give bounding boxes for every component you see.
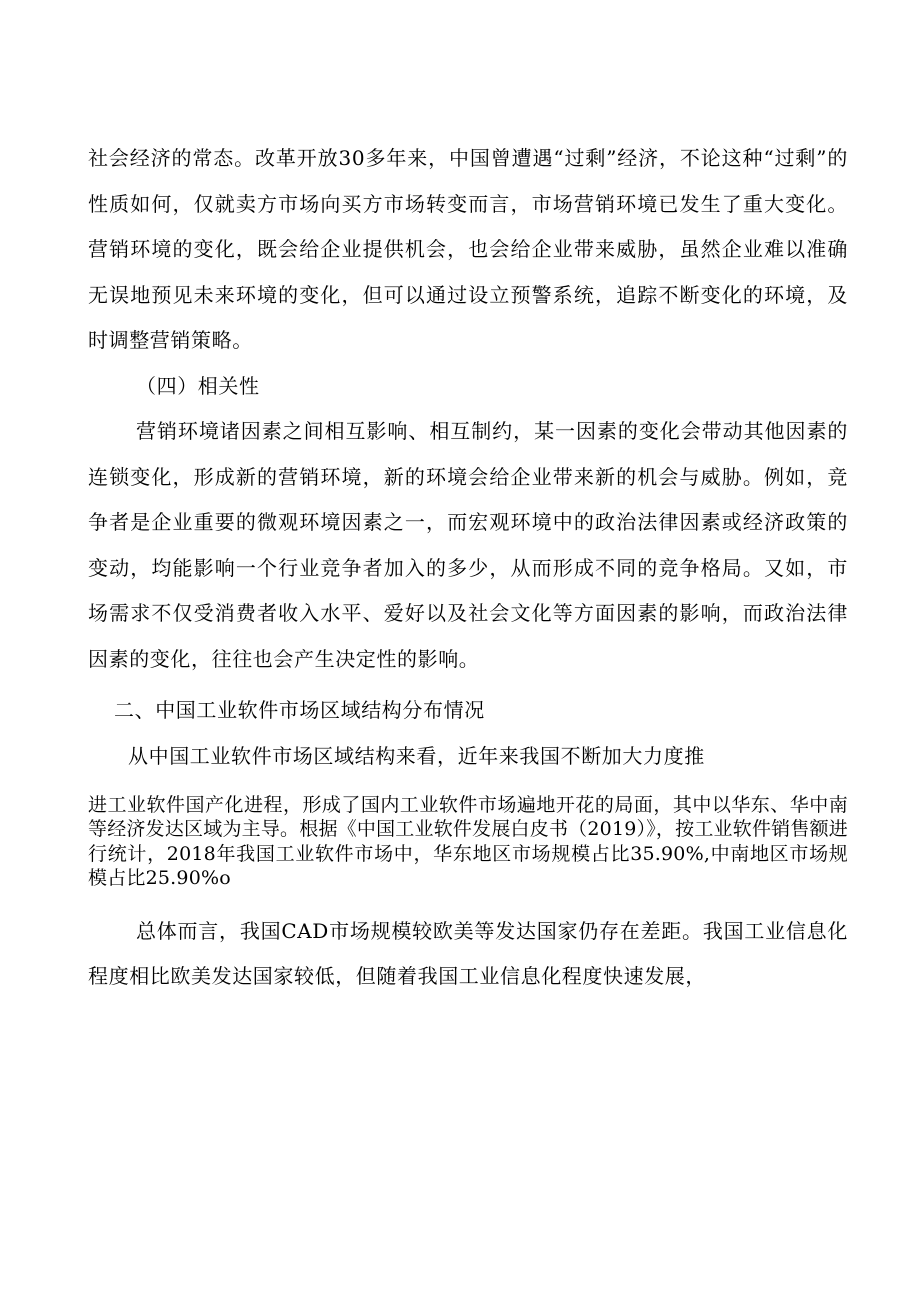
paragraph-regional-lead-line: 从中国工业软件市场区域结构来看，近年来我国不断加大力度推	[128, 743, 705, 768]
paragraph-cad-market: 总体而言，我国CAD市场规模较欧美等发达国家仍存在差距。我国工业信息化程度相比欧美发达国家较低，但随着我国工业信息化程度快速发展，	[88, 918, 848, 988]
section-heading-regional-structure: 二、中国工业软件市场区域结构分布情况	[114, 698, 485, 722]
paragraph-market-environment-change: 社会经济的常态。改革开放30多年来，中国曾遭遇“过剩”经济，不论这种“过剩”的性质如何，仅就卖方市场向买方市场转变而言，市场营销环境已发生了重大变化。营销环境的变化，既会给企业提供机会，也会给企业带来威胁，虽然企业难以准确无误地预见未来环境的变化，但可以通过设立预警系统，追踪不断变化的环境，及时调整营销策略。	[88, 146, 848, 352]
section-heading-relevance: （四）相关性	[136, 373, 260, 398]
paragraph-relevance: 营销环境诸因素之间相互影响、相互制约，某一因素的变化会带动其他因素的连锁变化，形成新的营销环境，新的环境会给企业带来新的机会与威胁。例如，竞争者是企业重要的微观环境因素之一，而宏观环境中的政治法律因素或经济政策的变动，均能影响一个行业竞争者加入的多少，从而形成不同的竞争格局。又如，市场需求不仅受消费者收入水平、爱好以及社会文化等方面因素的影响，而政治法律因素的变化，往往也会产生决定性的影响。	[88, 419, 848, 671]
document-page	[88, 136, 848, 1000]
paragraph-regional-structure: 进工业软件国产化进程，形成了国内工业软件市场遍地开花的局面，其中以华东、华中南等经济发达区域为主导。根据《中国工业软件发展白皮书（2019）》，按工业软件销售额进行统计，2018年我国工业软件市场中，华东地区市场规模占比35.90%,中南地区市场规模占比25.90%o	[88, 793, 848, 889]
